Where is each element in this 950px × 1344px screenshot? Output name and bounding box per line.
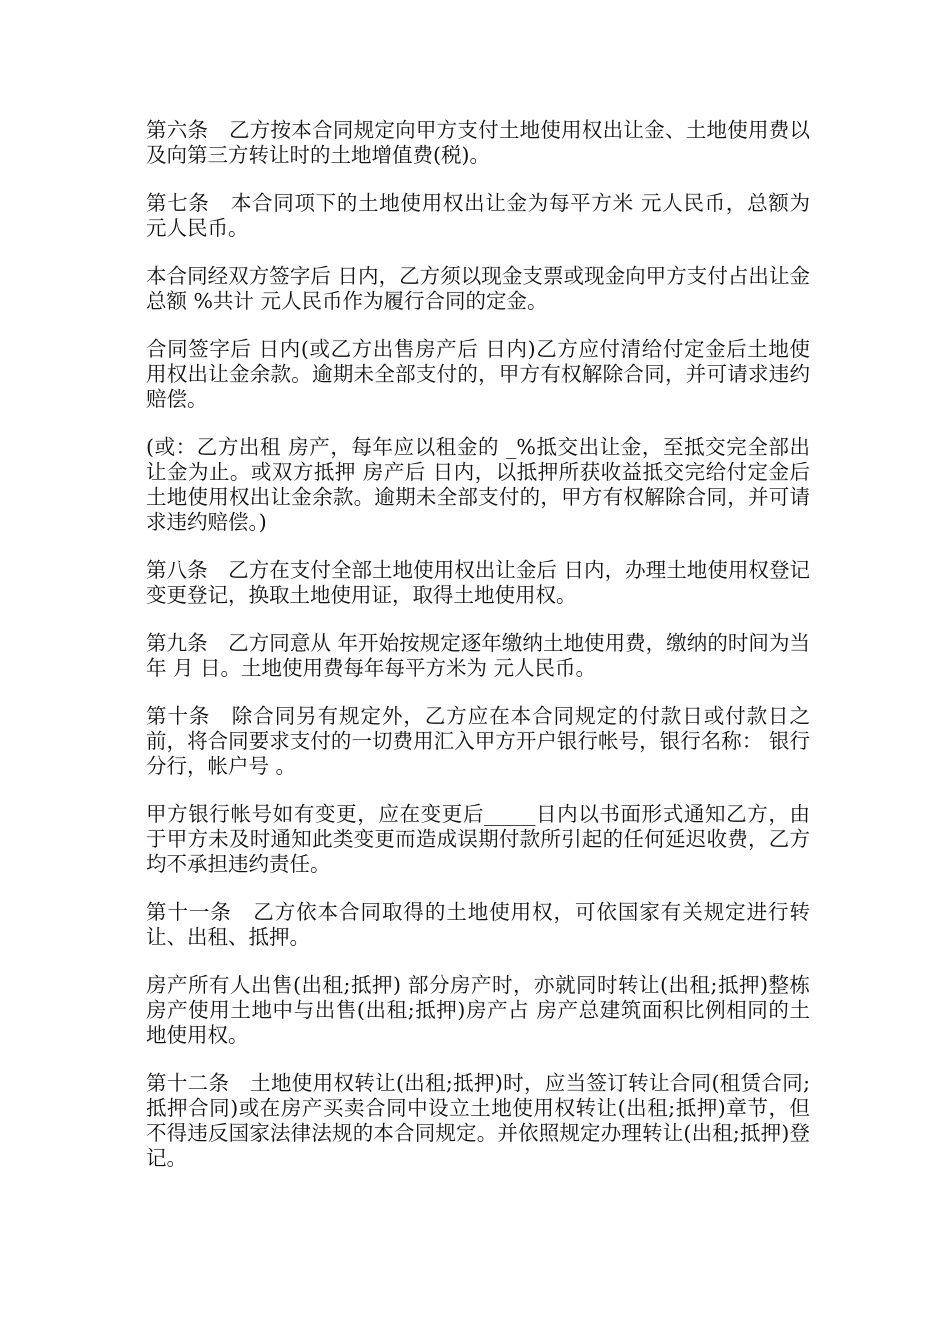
article-10: 第十条 除合同另有规定外，乙方应在本合同规定的付款日或付款日之前，将合同要求支付的一切费用汇入甲方开户银行帐号，银行名称： 银行 分行，帐户号 。: [146, 704, 810, 778]
contract-text: [146, 118, 810, 1171]
article-9: 第九条 乙方同意从 年开始按规定逐年缴纳土地使用费，缴纳的时间为当年 月 日。土地使用费每年每平方米为 元人民币。: [146, 631, 810, 680]
article-12: 第十二条 土地使用权转让(出租;抵押)时，应当签订转让合同(租赁合同;抵押合同)或在房产买卖合同中设立土地使用权转让(出租;抵押)章节，但不得违反国家法律法规的本合同规定。并依照规定办理转让(出租;抵押)登记。: [146, 1071, 810, 1170]
deposit-clause: 本合同经双方签字后 日内，乙方须以现金支票或现金向甲方支付占出让金总额 %共计 元人民币作为履行合同的定金。: [146, 264, 810, 313]
alternative-payment-clause: (或：乙方出租 房产，每年应以租金的 _%抵交出让金，至抵交完全部出让金为止。或双方抵押 房产后 日内，以抵押所获收益抵交完给付定金后土地使用权出让金余款。逾期未全部支付的，甲方有权解除合同，并可请求违约赔偿。): [146, 435, 810, 534]
bank-account-change-clause: 甲方银行帐号如有变更，应在变更后_____日内以书面形式通知乙方，由于甲方未及时通知此类变更而造成误期付款所引起的任何延迟收费，乙方均不承担违约责任。: [146, 802, 810, 876]
article-7: 第七条 本合同项下的土地使用权出让金为每平方米 元人民币，总额为 元人民币。: [146, 191, 810, 240]
article-8: 第八条 乙方在支付全部土地使用权出让金后 日内，办理土地使用权登记变更登记，换取土地使用证，取得土地使用权。: [146, 558, 810, 607]
balance-payment-clause: 合同签字后 日内(或乙方出售房产后 日内)乙方应付清给付定金后土地使用权出让金余款。逾期未全部支付的，甲方有权解除合同，并可请求违约赔偿。: [146, 337, 810, 411]
partial-property-clause: 房产所有人出售(出租;抵押) 部分房产时，亦就同时转让(出租;抵押)整栋房产使用土地中与出售(出租;抵押)房产占 房产总建筑面积比例相同的土地使用权。: [146, 973, 810, 1047]
article-6: 第六条 乙方按本合同规定向甲方支付土地使用权出让金、土地使用费以及向第三方转让时的土地增值费(税)。: [146, 118, 810, 167]
article-11: 第十一条 乙方依本合同取得的土地使用权，可依国家有关规定进行转让、出租、抵押。: [146, 900, 810, 949]
